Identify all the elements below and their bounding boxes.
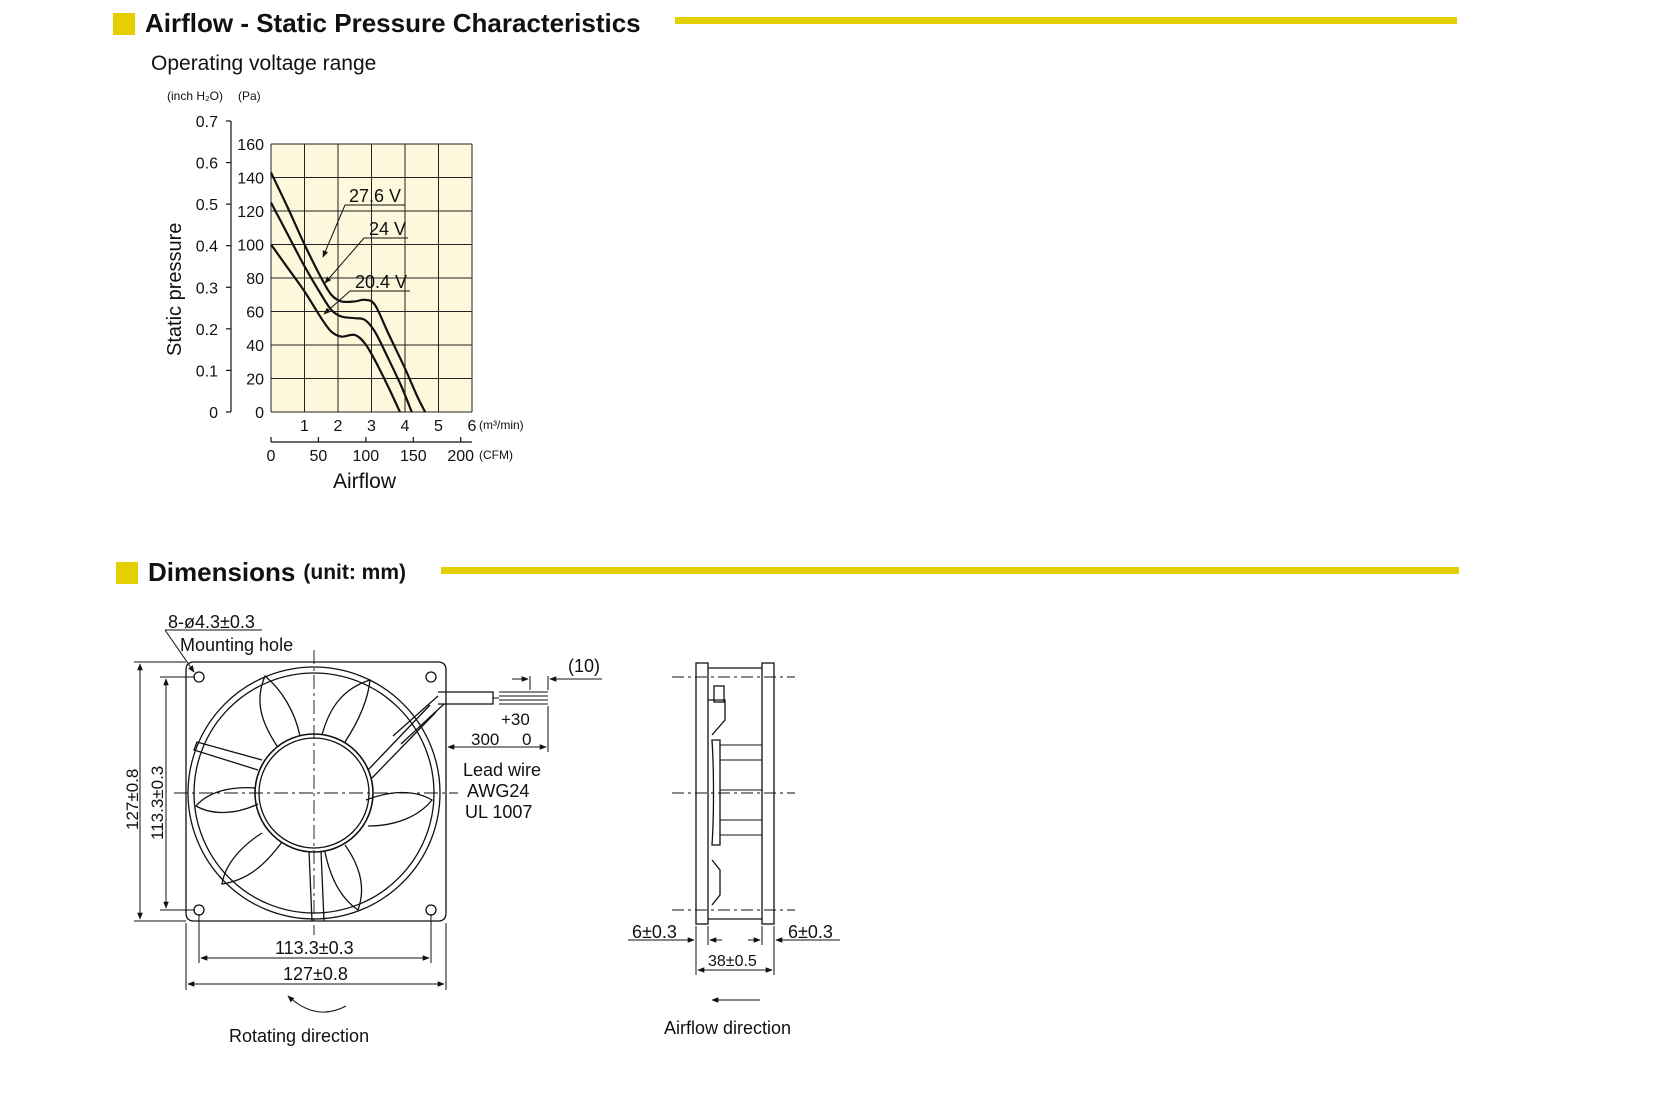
- x-ticks-cfm: [267, 437, 475, 465]
- airflow-direction-label: Airflow direction: [664, 1018, 792, 1038]
- x-tick-m3-label: 6: [467, 418, 477, 435]
- side-labels: [632, 922, 833, 1038]
- y-tick-inch-label: 0.5: [195, 197, 218, 215]
- x-tick-m3-label: 2: [333, 418, 343, 435]
- x-tick-cfm-label: 100: [352, 448, 380, 465]
- rotating-direction-label: Rotating direction: [229, 1026, 370, 1046]
- x-tick-m3-label: 5: [434, 418, 443, 435]
- fan-side-view: [672, 663, 795, 924]
- motor-body: [712, 860, 720, 905]
- fan-blade: [260, 676, 300, 746]
- flange-right-label: 6±0.3: [788, 922, 833, 942]
- y-axis-label: Static pressure: [164, 222, 186, 356]
- y-tick-pa-label: 20: [246, 371, 264, 389]
- lead-caption-1: Lead wire: [463, 760, 542, 780]
- lead-channel: [393, 696, 444, 744]
- y-tick-inch-label: 0.1: [195, 363, 218, 381]
- x-tick-cfm-label: 50: [309, 448, 328, 465]
- motor-body: [708, 700, 725, 735]
- lead-length-label: 300: [471, 730, 500, 749]
- mounting-hole: [194, 672, 204, 682]
- lead-tol-upper: +30: [501, 710, 530, 729]
- lead-tol-lower: 0: [522, 730, 532, 749]
- y-tick-pa-label: 140: [237, 170, 264, 188]
- y-tick-inch-label: 0: [209, 405, 218, 422]
- height-inner-label: 113.3±0.3: [148, 765, 167, 840]
- hole-label: 8-ø4.3±0.3: [168, 612, 255, 632]
- rotation-arrow: [288, 996, 346, 1012]
- mounting-hole: [426, 905, 436, 915]
- mounting-hole: [194, 905, 204, 915]
- y-tick-pa-label: 120: [237, 204, 264, 221]
- chart-subtitle: Operating voltage range: [151, 52, 377, 75]
- y-tick-inch-label: 0.2: [195, 321, 218, 339]
- fan-blade: [366, 793, 432, 827]
- dimensions-unit: (unit: mm): [303, 560, 407, 584]
- spoke: [368, 705, 436, 778]
- height-outer-label: 127±0.8: [123, 768, 142, 830]
- x-tick-cfm-label: 0: [266, 448, 276, 465]
- y-tick-inch-label: 0.6: [195, 155, 218, 173]
- motor-body: [712, 740, 720, 845]
- width-inner-label: 113.3±0.3: [275, 938, 354, 958]
- pq-chart: [151, 52, 524, 493]
- strip-length-label: (10): [568, 656, 601, 676]
- y-tick-pa-label: 100: [237, 237, 264, 255]
- depth-label: 38±0.5: [708, 953, 757, 970]
- blade-edges: [720, 745, 762, 835]
- y-tick-inch-label: 0.3: [195, 280, 218, 298]
- x-tick-m3-label: 1: [300, 418, 309, 435]
- label-20-4v: 20.4 V: [355, 272, 408, 292]
- lead-caption-3: UL 1007: [465, 802, 533, 822]
- x-tick-m3-label: 3: [367, 418, 376, 435]
- width-outer-label: 127±0.8: [283, 964, 348, 984]
- flange-left-label: 6±0.3: [632, 922, 677, 942]
- y-tick-pa-label: 0: [255, 405, 264, 422]
- flange-right: [762, 663, 774, 924]
- x-tick-m3-label: 4: [400, 418, 410, 435]
- y-ticks-inch: [196, 114, 231, 422]
- airflow-section-title: Airflow - Static Pressure Characteristics: [145, 8, 641, 38]
- y-tick-pa-label: 160: [237, 137, 264, 154]
- x-unit-cfm: (CFM): [479, 448, 513, 462]
- y-ticks-pa: [237, 137, 264, 422]
- x-tick-cfm-label: 150: [399, 448, 427, 465]
- label-27-6v: 27.6 V: [349, 186, 402, 206]
- y-tick-pa-label: 80: [246, 271, 264, 288]
- hole-caption: Mounting hole: [180, 635, 294, 655]
- y-tick-pa-label: 60: [246, 304, 264, 322]
- fan-blade: [222, 833, 282, 884]
- flange-left: [696, 663, 708, 924]
- x-unit-m3: (m³/min): [479, 418, 524, 432]
- x-tick-cfm-label: 200: [447, 448, 475, 465]
- x-ticks-m3: [300, 418, 477, 435]
- x-axis-label: Airflow: [333, 470, 397, 493]
- label-24v: 24 V: [369, 219, 407, 239]
- lead-strands: [499, 692, 548, 704]
- y-tick-pa-label: 40: [246, 338, 264, 355]
- fan-blade: [325, 845, 362, 910]
- fan-blade: [322, 680, 370, 742]
- mounting-hole: [426, 672, 436, 682]
- fan-blade: [196, 788, 258, 813]
- dimensions-section-title: Dimensions: [148, 557, 296, 587]
- y-unit-inch: (inch H₂O): [167, 89, 223, 103]
- y-unit-pa: (Pa): [238, 89, 261, 103]
- lead-caption-2: AWG24: [467, 781, 530, 801]
- y-tick-inch-label: 0.4: [195, 238, 218, 256]
- y-tick-inch-label: 0.7: [195, 114, 218, 131]
- spoke: [309, 851, 324, 921]
